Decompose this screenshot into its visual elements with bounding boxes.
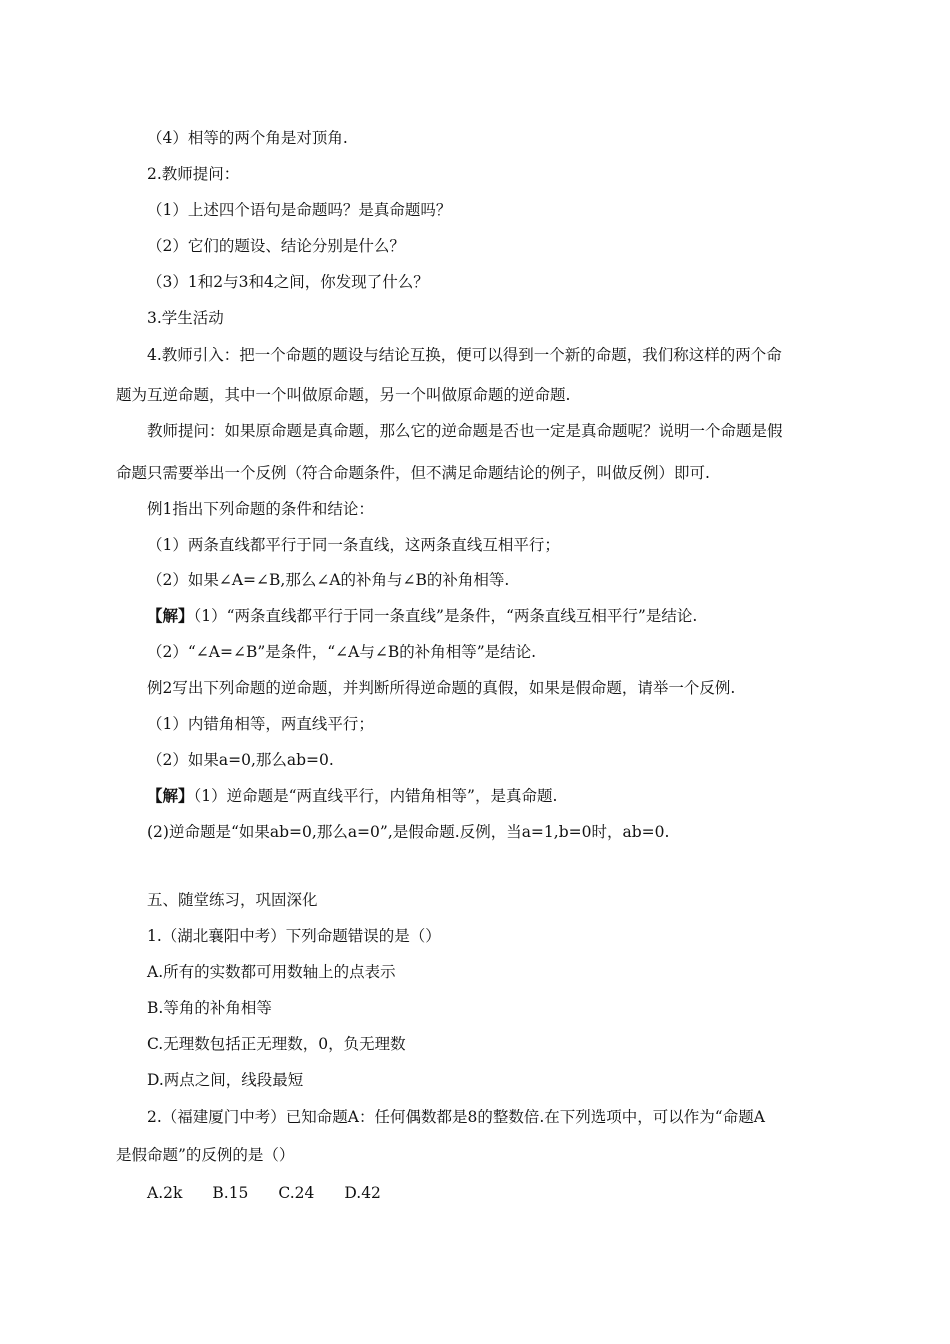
text-line: （2）如果∠A=∠B,那么∠A的补角与∠B的补角相等. (147, 571, 510, 589)
text-line: （2）“∠A=∠B”是条件，“∠A与∠B的补角相等”是结论. (147, 643, 537, 661)
text-line: （4）相等的两个角是对顶角. (147, 129, 348, 147)
option-d: D.42 (344, 1184, 381, 1202)
text-line: 题为互逆命题，其中一个叫做原命题，另一个叫做原命题的逆命题. (116, 386, 571, 404)
solution-label: 【解】 (147, 606, 194, 625)
option-c: C.24 (278, 1184, 315, 1202)
solution-line (147, 786, 557, 806)
options-line (147, 1183, 411, 1203)
section-heading: 五、随堂练习，巩固深化 (147, 891, 318, 909)
text-line: 4.教师引入：把一个命题的题设与结论互换，便可以得到一个新的命题，我们称这样的两个命 (147, 346, 782, 364)
text-line: （1）“两条直线都平行于同一条直线”是条件，“两条直线互相平行”是结论. (193, 607, 698, 625)
text-line: 2.教师提问： (147, 165, 240, 183)
text-line: （3）1和2与3和4之间，你发现了什么？ (147, 273, 429, 291)
solution-line (147, 606, 697, 626)
text-line: （1）逆命题是“两直线平行，内错角相等”，是真命题. (193, 787, 558, 805)
text-line: C.无理数包括正无理数，0，负无理数 (147, 1035, 406, 1053)
text-line: 例2写出下列命题的逆命题，并判断所得逆命题的真假，如果是假命题，请举一个反例. (147, 679, 736, 697)
text-line: （1）上述四个语句是命题吗？是真命题吗？ (147, 201, 452, 219)
text-line: 命题只需要举出一个反例（符合命题条件，但不满足命题结论的例子，叫做反例）即可. (116, 464, 710, 482)
text-line: 教师提问：如果原命题是真命题，那么它的逆命题是否也一定是真命题呢？说明一个命题是假 (147, 422, 783, 440)
text-line: （2）如果a=0,那么ab=0. (147, 751, 334, 769)
text-line: (2)逆命题是“如果ab=0,那么a=0”,是假命题.反例，当a=1,b=0时，ab=0. (147, 823, 670, 841)
text-line: D.两点之间，线段最短 (147, 1071, 304, 1089)
text-line: 是假命题”的反例的是（） (116, 1146, 295, 1164)
text-line: 例1指出下列命题的条件和结论： (147, 500, 374, 518)
text-line: 3.学生活动 (147, 309, 224, 327)
option-a: A.2k (147, 1184, 183, 1202)
solution-label: 【解】 (147, 786, 194, 805)
text-line: A.所有的实数都可用数轴上的点表示 (147, 963, 396, 981)
text-line: B.等角的补角相等 (147, 999, 272, 1017)
text-line: 1.（湖北襄阳中考）下列命题错误的是（） (147, 927, 441, 945)
option-b: B.15 (212, 1184, 249, 1202)
text-line: （2）它们的题设、结论分别是什么？ (147, 237, 405, 255)
text-line: 2.（福建厦门中考）已知命题A：任何偶数都是8的整数倍.在下列选项中，可以作为“命题A (147, 1108, 765, 1126)
text-line: （1）两条直线都平行于同一条直线，这两条直线互相平行； (147, 536, 560, 554)
text-line: （1）内错角相等，两直线平行； (147, 715, 374, 733)
